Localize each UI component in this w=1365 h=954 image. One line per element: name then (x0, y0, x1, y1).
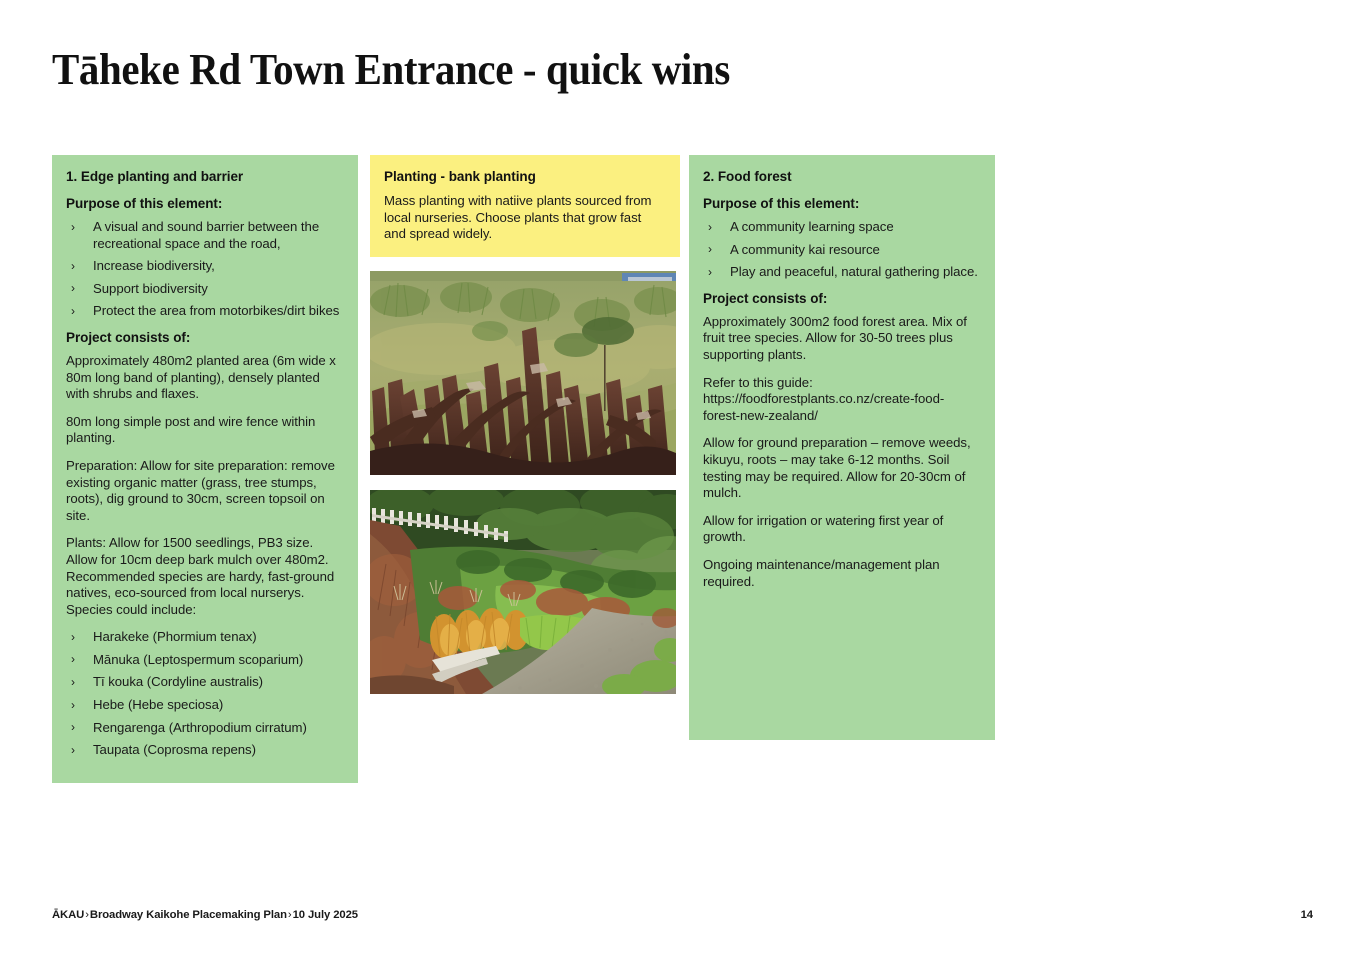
flax-planting-photo (370, 271, 676, 475)
col2-body: Mass planting with natiive plants sourced from local nurseries. Choose plants that grow fast and spread widely. (384, 193, 652, 242)
bank-planting-photo (370, 490, 676, 694)
flax-photo-graphic (370, 271, 676, 475)
list-item-label: Protect the area from motorbikes/dirt bikes (93, 303, 340, 319)
col1-project-label: Project consists of: (66, 329, 191, 345)
footer-breadcrumb (52, 908, 358, 922)
list-item (66, 258, 344, 275)
list-item-label: A visual and sound barrier between the recreational space and the road, (93, 219, 320, 251)
col3-paragraph: Allow for irrigation or watering first year of growth. (703, 512, 944, 545)
col3-purpose-list (703, 219, 981, 281)
list-item (66, 281, 344, 298)
card-food-forest (689, 155, 995, 740)
chevron-right-icon: › (708, 242, 712, 257)
col1-species-list (66, 629, 344, 759)
chevron-right-icon: › (71, 674, 75, 689)
col3-project-label: Project consists of: (703, 290, 828, 306)
col1-paragraph: 80m long simple post and wire fence within planting. (66, 413, 316, 446)
chevron-right-icon: › (71, 219, 75, 234)
list-item (66, 303, 344, 320)
list-item-label: Taupata (Coprosma repens) (93, 742, 256, 758)
list-item (66, 219, 344, 252)
chevron-right-icon: › (71, 652, 75, 667)
bank-photo-graphic (370, 490, 676, 694)
chevron-right-icon: › (71, 697, 75, 712)
footer-plan: Broadway Kaikohe Placemaking Plan (89, 909, 287, 921)
col3-guide-link[interactable]: Refer to this guide: https://foodforestplants.co.nz/create-food-forest-new-zealand/ (703, 374, 945, 423)
col1-purpose-label: Purpose of this element: (66, 196, 223, 211)
chevron-right-icon: › (708, 219, 712, 234)
col2-heading: Planting - bank planting (384, 169, 536, 184)
bank-planting-note (370, 155, 680, 257)
list-item (703, 242, 981, 259)
card-bank-planting (370, 155, 680, 694)
list-item-label: Harakeke (Phormium tenax) (93, 629, 257, 645)
col3-paragraph: Ongoing maintenance/management plan required. (703, 556, 940, 589)
card-edge-planting (52, 155, 358, 783)
col1-heading: 1. Edge planting and barrier (66, 169, 244, 184)
list-item (66, 742, 344, 759)
list-item (66, 652, 344, 669)
footer-brand: ĀKAU (52, 909, 85, 921)
list-item-label: A community kai resource (730, 241, 880, 257)
chevron-right-icon: › (71, 742, 75, 757)
list-item-label: Hebe (Hebe speciosa) (93, 697, 224, 713)
list-item (66, 629, 344, 646)
list-item-label: Tī kouka (Cordyline australis) (93, 674, 263, 690)
list-item-label: Play and peaceful, natural gathering place. (730, 264, 978, 280)
chevron-right-icon: › (71, 720, 75, 735)
col3-paragraph: Allow for ground preparation – remove weeds, kikuyu, roots – may take 6-12 months. Soil testing may be required. Allow for 20-30cm of mulch. (703, 435, 971, 501)
list-item-label: Mānuka (Leptospermum scoparium) (93, 651, 304, 667)
list-item (66, 674, 344, 691)
list-item (703, 264, 981, 281)
col3-heading: 2. Food forest (703, 169, 792, 184)
footer-separator: › (287, 909, 292, 921)
chevron-right-icon: › (71, 629, 75, 644)
list-item-label: A community learning space (730, 219, 894, 234)
list-item (66, 720, 344, 737)
col1-purpose-list (66, 219, 344, 320)
col1-paragraph: Preparation: Allow for site preparation: remove existing organic matter (grass, tree stumps, roots), dig ground to 30cm, screen topsoil on site. (66, 457, 335, 523)
chevron-right-icon: › (708, 264, 712, 279)
list-item (703, 219, 981, 236)
col1-paragraph: Approximately 480m2 planted area (6m wide x 80m long band of planting), densely planted with shrubs and flaxes. (66, 352, 336, 402)
page-number: 14 (1300, 909, 1313, 921)
footer-date: 10 July 2025 (292, 909, 358, 921)
page-title: Tāheke Rd Town Entrance - quick wins (52, 45, 730, 94)
chevron-right-icon: › (71, 258, 75, 273)
footer-separator: › (85, 909, 89, 921)
col3-purpose-label: Purpose of this element: (703, 196, 860, 211)
col3-paragraph: Approximately 300m2 food forest area. Mix of fruit tree species. Allow for 30-50 trees plus supporting plants. (703, 313, 967, 362)
col1-paragraph: Plants: Allow for 1500 seedlings, PB3 size. Allow for 10cm deep bark mulch over 480m2. Recommended species are hardy, fast-ground natives, eco-sourced from local nurserys. Species could include: (66, 535, 335, 617)
list-item-label: Rengarenga (Arthropodium cirratum) (93, 719, 307, 735)
list-item-label: Support biodiversity (93, 280, 208, 296)
list-item (66, 697, 344, 714)
list-item-label: Increase biodiversity, (93, 258, 215, 274)
chevron-right-icon: › (71, 303, 75, 318)
chevron-right-icon: › (71, 281, 75, 296)
